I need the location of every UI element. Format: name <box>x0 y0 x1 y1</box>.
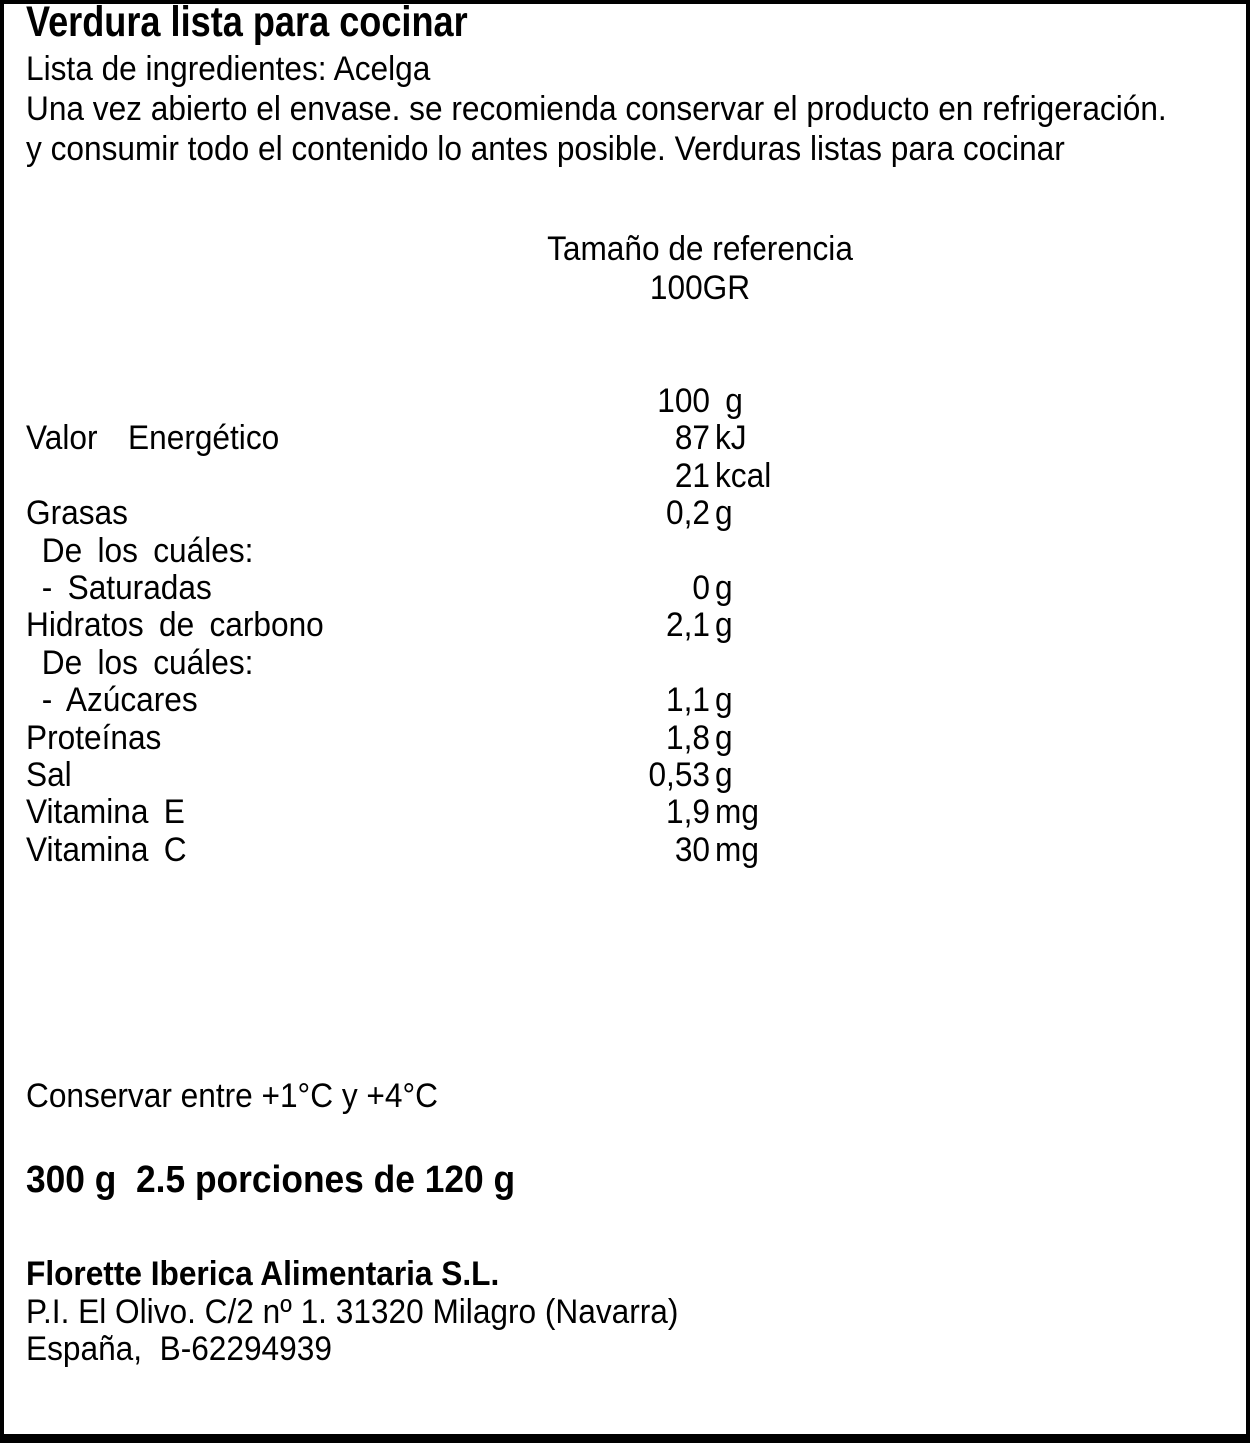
nutrient-label: Sal <box>26 755 72 794</box>
nutrient-value: 1,9 <box>666 793 710 832</box>
nutrition-table <box>26 383 1242 869</box>
nutrient-value: 21 <box>674 456 710 495</box>
nutrient-label: Vitamina C <box>26 830 187 869</box>
storage-note-line-2: y consumir todo el contenido lo antes posible. Verduras listas para cocinar <box>26 130 1065 168</box>
net-weight: 300 g 2.5 porciones de 120 g <box>26 1159 516 1201</box>
nutrient-value: 0,2 <box>666 494 710 533</box>
nutrient-value: 100 <box>657 382 710 420</box>
nutrient-value: 1,1 <box>666 681 710 720</box>
nutrient-unit: mg <box>715 830 759 869</box>
storage-note-line-1: Una vez abierto el envase. se recomienda conservar el producto en refrigeración. <box>26 90 1167 128</box>
manufacturer-address: P.I. El Olivo. C/2 nº 1. 31320 Milagro (Navarra) <box>26 1292 679 1331</box>
nutrient-label: Valor Energético <box>26 419 280 458</box>
nutrient-value: 30 <box>674 830 710 869</box>
nutrient-unit: g <box>715 568 733 607</box>
manufacturer-block <box>26 1256 678 1369</box>
nutrient-unit: g <box>715 755 733 794</box>
nutrient-label: - Azúcares <box>41 681 198 720</box>
nutrient-value: 87 <box>674 419 710 458</box>
manufacturer-name: Florette Iberica Alimentaria S.L. <box>26 1255 500 1293</box>
nutrient-unit: g <box>715 681 733 720</box>
page-title: Verdura lista para cocinar <box>26 0 468 46</box>
ingredients-line: Lista de ingredientes: Acelga <box>26 50 431 88</box>
nutrient-label: Hidratos de carbono <box>26 606 324 645</box>
storage-temperature: Conservar entre +1°C y +4°C <box>26 1077 438 1115</box>
nutrient-row <box>26 570 1242 607</box>
nutrient-row <box>26 607 1242 644</box>
nutrient-row <box>26 645 1242 682</box>
nutrient-row <box>26 794 1242 831</box>
nutrient-value: 0 <box>692 568 710 607</box>
nutrient-unit: mg <box>715 793 759 832</box>
nutrient-row <box>26 720 1242 757</box>
reference-size-value: 100GR <box>649 269 751 307</box>
nutrient-unit: g <box>715 606 733 645</box>
nutrient-row <box>26 533 1242 570</box>
nutrient-unit: kcal <box>715 456 772 495</box>
nutrient-row <box>26 832 1242 869</box>
nutrient-label: Vitamina E <box>26 793 185 832</box>
nutrient-row <box>26 458 1242 495</box>
nutrient-label: Proteínas <box>26 718 162 757</box>
nutrient-label: De los cuáles: <box>41 531 254 570</box>
nutrient-label: De los cuáles: <box>41 643 254 682</box>
nutrient-unit: g <box>715 494 733 533</box>
nutrient-value: 0,53 <box>648 755 710 794</box>
nutrient-value: 1,8 <box>666 718 710 757</box>
nutrient-row <box>26 682 1242 719</box>
reference-size-title: Tamaño de referencia <box>547 230 853 268</box>
nutrient-row <box>26 420 1242 457</box>
nutrient-unit: g <box>725 382 743 420</box>
nutrient-unit: kJ <box>715 419 747 458</box>
nutrient-label: Grasas <box>26 494 128 533</box>
nutrient-label: - Saturadas <box>41 568 212 607</box>
nutrient-row <box>26 757 1242 794</box>
nutrient-row <box>26 495 1242 532</box>
nutrient-row <box>26 383 1242 420</box>
nutrient-value: 2,1 <box>666 606 710 645</box>
nutrient-unit: g <box>715 718 733 757</box>
manufacturer-country-id: España, B-62294939 <box>26 1330 332 1368</box>
